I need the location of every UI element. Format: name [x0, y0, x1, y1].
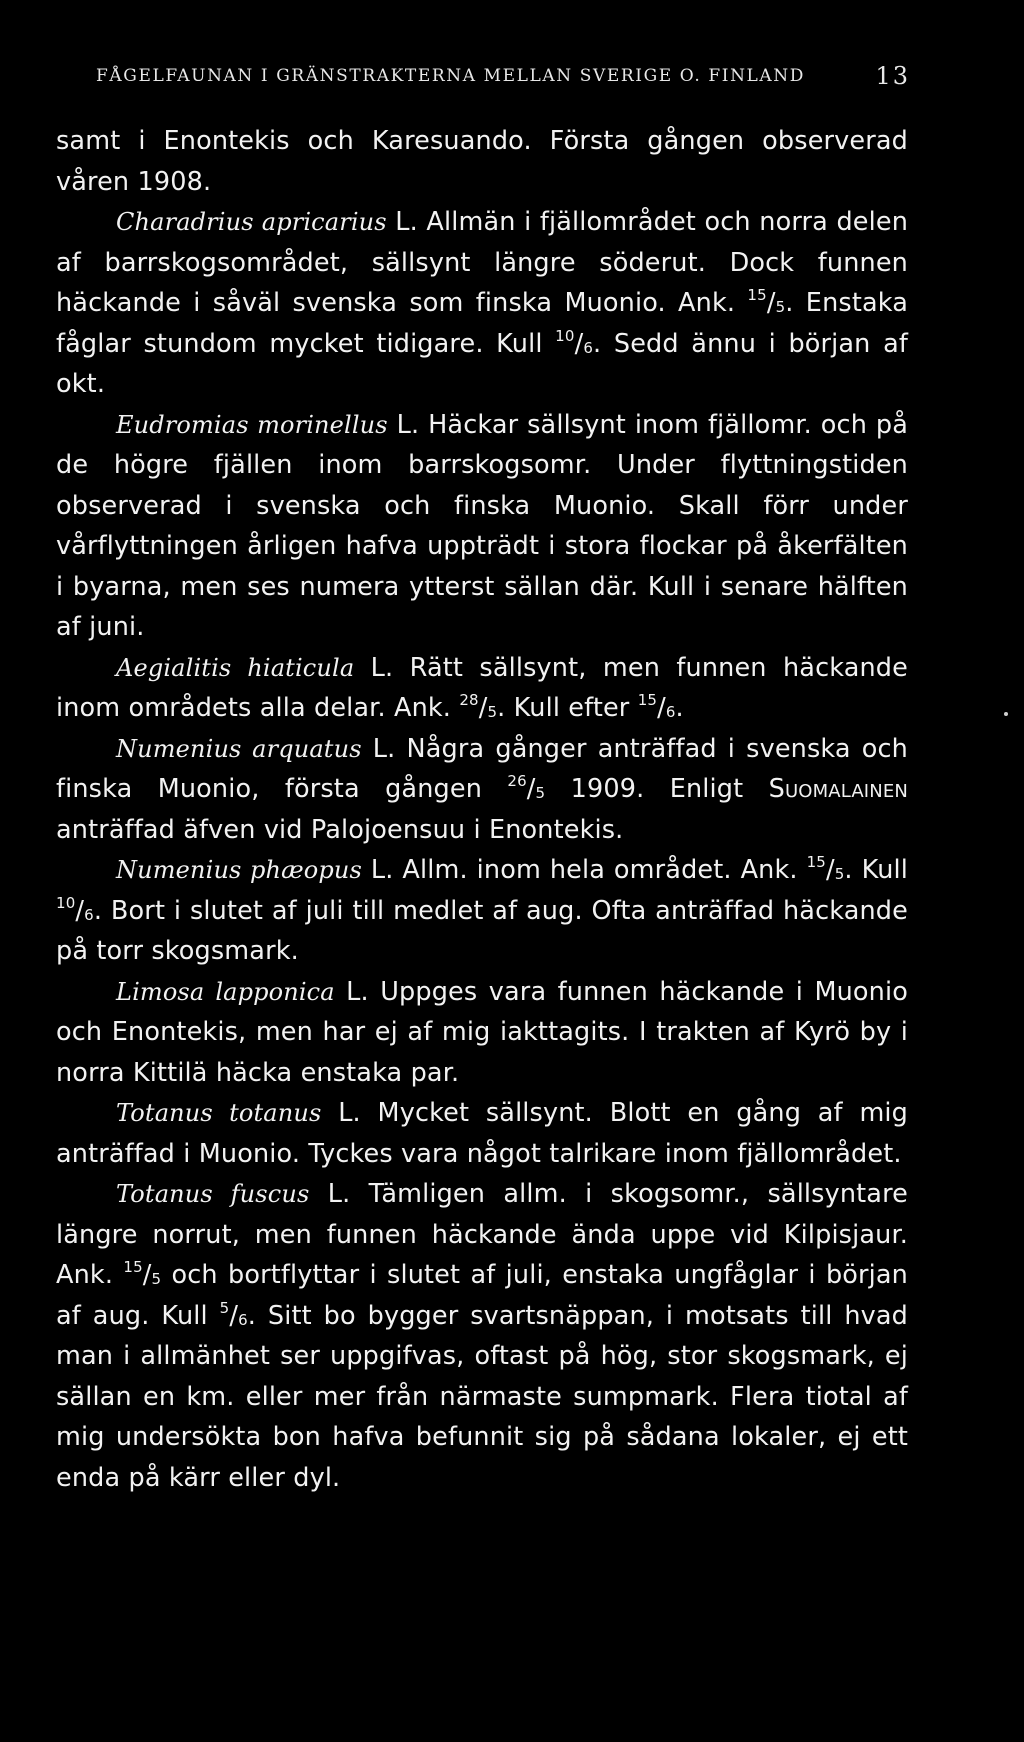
date-month: 6 — [583, 338, 594, 357]
page-number: 13 — [875, 62, 910, 90]
paragraph-continuation — [56, 121, 908, 202]
date-day: 15 — [637, 690, 658, 709]
body-text — [56, 121, 908, 1498]
paragraph-text: samt i Enontekis och Karesuando. Första gången observerad våren 1908. — [56, 126, 908, 197]
date-month: 6 — [665, 702, 676, 721]
entry-totanus-totanus — [56, 1093, 908, 1174]
entry-text: . Sitt bo bygger svartsnäppan, i motsats till hvad man i allmänhet ser uppgifvas, oftast på hög, stor skogsmark, ej sällan en km. eller mer från närmaste sumpmark. Flera tiotal af mig undersökta bon hafva befunnit sig på sådana lokaler, ej ett enda på kärr eller dyl. — [56, 1300, 908, 1493]
entry-text: och bortflyttar i slutet af juli, enstaka ungfåglar i början af aug. Kull — [56, 1260, 908, 1331]
date-month: 6 — [84, 905, 94, 924]
date-month: 5 — [151, 1269, 162, 1288]
entry-text: L. Mycket sällsynt. Blott en gång af mig anträffad i Muonio. Tyckes vara något talrikare inom fjällområdet. — [56, 1098, 908, 1169]
date-day: 15 — [747, 285, 767, 304]
date-day: 5 — [219, 1298, 230, 1317]
date-month: 5 — [487, 702, 498, 721]
running-head: FÅGELFAUNAN I GRÄNSTRAKTERNA MELLAN SVERIGE O. FINLAND — [96, 66, 806, 86]
entry-text: . Kull — [844, 855, 908, 885]
entry-text: L. Allm. inom hela området. Ank. — [361, 855, 807, 885]
date-day: 15 — [123, 1257, 143, 1276]
entry-text: anträffad äfven vid Palojoensuu i Enontekis. — [56, 814, 624, 845]
species-name: Limosa lapponica — [116, 977, 335, 1006]
entry-totanus-fuscus: Totanus fuscus L. Tämligen allm. i skogsomr., sällsyntare längre norrut, men funnen häckande ända uppe vid Kilpisjaur. Ank. $^{15}/_5$ och bortflyttar i slutet af juli, enstaka ungfåglar i början af aug. Kull $^5/_6$. Sitt bo bygger svartsnäppan, i motsats till hvad man i allmänhet ser uppgifvas, oftast på hög, stor skogsmark, ej sällan en km. eller mer från närmaste sumpmark. Flera tiotal af mig undersökta bon hafva befunnit sig på sådana lokaler, ej ett enda på kärr eller dyl. — [56, 1179, 908, 1493]
species-name: Numenius arquatus — [116, 734, 362, 763]
entry-text: L. Häckar sällsynt inom fjällomr. och på de högre fjällen inom barrskogsomr. Under flyttningstiden observerad i svenska och finska Muonio. Skall förr under vårflyttningen årligen hafva uppträdt i stora flockar på åkerfälten i byarna, men ses numera ytterst sällan där. Kull i senare hälften af juni. — [56, 409, 908, 642]
species-name: Aegialitis hiaticula — [116, 653, 355, 682]
date-day: 10 — [56, 893, 76, 912]
entry-text: 1909. Enligt — [545, 774, 769, 804]
entry-text: L. Allmän i fjällområdet och norra delen af barrskogsområdet, sällsynt längre söderut. Dock funnen häckande i såväl svenska som finska Muonio. Ank. — [56, 207, 909, 318]
entry-text: L. Uppges vara funnen häckande i Muonio och Enontekis, men har ej af mig iakttagits. I trakten af Kyrö by i norra Kittilä häcka enstaka par. — [56, 976, 908, 1088]
date-month: 5 — [775, 297, 786, 316]
species-name: Totanus fuscus — [116, 1180, 310, 1208]
entry-text: . Enstaka fåglar stundom mycket tidigare. Kull — [56, 288, 908, 359]
date-day: 15 — [806, 852, 826, 871]
scan-speck — [1004, 712, 1008, 716]
entry-text: . Kull efter — [497, 693, 638, 723]
entry-limosa-lapponica — [56, 972, 908, 1094]
species-name: Totanus totanus — [116, 1099, 322, 1127]
entry-text: . Bort i slutet af juli till medlet af aug. Ofta anträffad häckande på torr skogsmark. — [56, 895, 908, 966]
entry-numenius-phaeopus: Numenius phæopus L. Allm. inom hela området. Ank. $^{15}/_5$. Kull $^{10}/_6$. Bort i slutet af juli till medlet af aug. Ofta anträffad häckande på torr skogsmark. — [56, 852, 908, 966]
species-name: Eudromias morinellus — [116, 410, 388, 439]
entry-numenius-arquatus: Numenius arquatus L. Några gånger anträffad i svenska och finska Muonio, första gången $^{26}/_5$ 1909. Enligt Suomalainen anträffad äfven vid Palojoensuu i Enontekis. — [56, 733, 908, 845]
entry-text: L. Några gånger anträffad i svenska och finska Muonio, första gången — [56, 733, 908, 804]
entry-text: L. Rätt sällsynt, men funnen häckande inom områdets alla delar. Ank. — [56, 652, 908, 723]
date-day: 10 — [555, 326, 575, 345]
entry-text: . Sedd ännu i början af okt. — [56, 328, 908, 399]
date-month: 6 — [238, 1310, 248, 1329]
entry-aegialitis-hiaticula: Aegialitis hiaticula L. Rätt sällsynt, men funnen häckande inom områdets alla delar. Ank. $^{28}/_5$. Kull efter $^{15}/_6$. — [56, 652, 908, 723]
entry-charadrius-apricarius: Charadrius apricarius L. Allmän i fjällområdet och norra delen af barrskogsområdet, sällsynt längre söderut. Dock funnen häckande i såväl svenska som finska Muonio. Ank. $^{15}/_5$. Enstaka fåglar stundom mycket tidigare. Kull $^{10}/_6$. Sedd ännu i början af okt. — [56, 207, 909, 399]
date-day: 26 — [507, 771, 527, 790]
entry-text: L. Tämligen allm. i skogsomr., sällsyntare längre norrut, men funnen häckande ända uppe vid Kilpisjaur. Ank. — [56, 1179, 908, 1290]
date-month: 5 — [834, 864, 845, 883]
date-day: 28 — [459, 690, 479, 709]
date-month: 5 — [535, 783, 546, 802]
entry-text: . — [675, 693, 684, 723]
entry-eudromias-morinellus — [56, 405, 908, 648]
species-name: Charadrius apricarius — [116, 208, 387, 236]
author-name: Suomalainen — [768, 774, 908, 804]
species-name: Numenius phæopus — [116, 856, 362, 884]
